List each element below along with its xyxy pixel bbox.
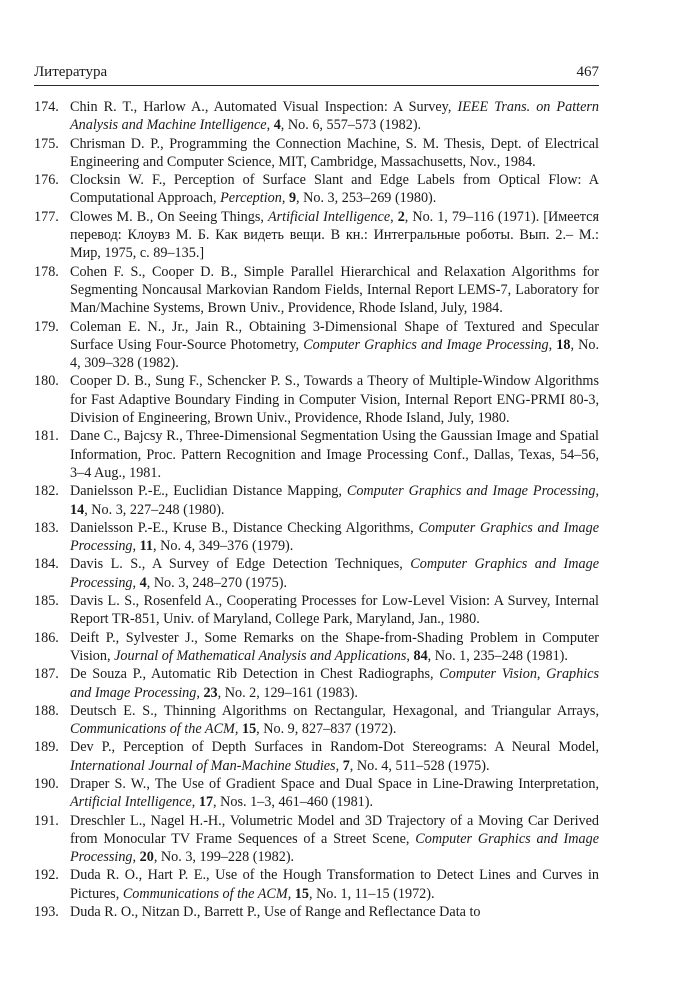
- reference-number: 177.: [34, 208, 59, 225]
- reference-number: 178.: [34, 263, 59, 280]
- reference-text: , No. 3, 227–248 (1980).: [84, 501, 225, 518]
- reference-text: , No. 9, 827–837 (1972).: [256, 721, 397, 738]
- reference-text: Coleman E. N., Jr., Jain R., Obtaining 3-Dimensional Shape of Textured and Specular Surface Using Four-Source Photometry,: [70, 318, 599, 353]
- reference-volume: 4: [273, 117, 281, 134]
- reference-text: Danielsson P.-E., Euclidian Distance Mapping,: [70, 483, 347, 500]
- reference-number: 188.: [34, 702, 59, 719]
- reference-entry: [34, 171, 599, 208]
- reference-text: , No. 1, 11–15 (1972).: [308, 885, 435, 902]
- reference-entry: [34, 98, 599, 135]
- reference-volume: 17: [198, 794, 214, 811]
- reference-text: Duda R. O., Hart P. E., Use of the Hough Transformation to Detect Lines and Curves in Pictures,: [70, 867, 599, 902]
- reference-text: , No. 4, 309–328 (1982).: [70, 336, 600, 372]
- reference-text: ,: [132, 574, 140, 591]
- reference-text: , Nos. 1–3, 461–460 (1981).: [213, 794, 374, 811]
- reference-source-title: International Journal of Man-Machine Studies: [70, 757, 336, 774]
- reference-text: ,: [191, 794, 199, 811]
- reference-number: 183.: [34, 519, 59, 536]
- reference-text: ,: [406, 647, 414, 664]
- reference-source-title: Computer Graphics and Image Processing: [303, 336, 549, 353]
- running-head: [34, 62, 599, 84]
- reference-entry: [34, 427, 599, 482]
- reference-entry: [34, 775, 599, 812]
- reference-number: 189.: [34, 739, 59, 756]
- reference-volume: 7: [342, 757, 350, 774]
- reference-entry: [34, 263, 599, 318]
- reference-text: , No. 6, 557–573 (1982).: [280, 117, 422, 134]
- reference-number: 187.: [34, 666, 59, 683]
- reference-text: Cooper D. B., Sung F., Schencker P. S., Towards a Theory of Multiple-Window Algorithms for Fast Adaptive Boundary Finding in Computer Vision, Internal Report ENG-PRMI 80-3, Division of Engineering, Brown Univ., Providence, Rhode Island, July, 1980.: [70, 373, 599, 427]
- reference-text: ,: [132, 538, 140, 555]
- reference-text: Draper S. W., The Use of Gradient Space and Dual Space in Line-Drawing Interpretation,: [70, 775, 599, 792]
- reference-volume: 20: [139, 849, 154, 866]
- reference-number: 175.: [34, 135, 59, 152]
- reference-number: 193.: [34, 904, 59, 921]
- reference-entry: [34, 592, 599, 629]
- reference-text: Davis L. S., A Survey of Edge Detection Techniques,: [70, 556, 411, 573]
- reference-source-title: Computer Graphics and Image Processing: [70, 519, 599, 555]
- page-number: 467: [576, 64, 599, 80]
- reference-text: ,: [595, 483, 599, 500]
- reference-number: 180.: [34, 373, 59, 390]
- reference-source-title: IEEE Trans. on Pattern Analysis and Machine Intelligence: [70, 99, 599, 134]
- reference-text: , No. 1, 79–116 (1971). [Имеется перевод: Клоувз М. Б. Как видеть вещи. В кн.: Интегральные роботы. Вып. 2.– М.: Мир, 1975, с. 89–135.]: [70, 208, 599, 262]
- reference-volume: 2: [397, 208, 405, 225]
- reference-text: Davis L. S., Rosenfeld A., Cooperating Processes for Low-Level Vision: A Survey, Internal Report TR-851, Univ. of Maryland, College Park, Maryland, Jan., 1980.: [70, 593, 599, 628]
- reference-source-title: Communications of the ACM: [70, 721, 235, 738]
- reference-text: Chin R. T., Harlow A., Automated Visual Inspection: A Survey,: [70, 99, 458, 115]
- reference-entry: [34, 812, 599, 867]
- reference-number: 190.: [34, 775, 59, 792]
- reference-text: , No. 2, 129–161 (1983).: [217, 684, 358, 701]
- reference-source-title: Artificial Intelligence: [70, 794, 192, 811]
- reference-text: , No. 1, 235–248 (1981).: [427, 647, 568, 664]
- reference-list: [34, 98, 599, 921]
- reference-text: , No. 3, 248–270 (1975).: [146, 574, 288, 591]
- reference-number: 184.: [34, 556, 59, 573]
- reference-volume: 11: [139, 538, 154, 555]
- reference-text: Dev P., Perception of Depth Surfaces in Random-Dot Stereograms: A Neural Model,: [70, 739, 599, 756]
- reference-text: ,: [234, 721, 242, 738]
- reference-text: Chrisman D. P., Programming the Connection Machine, S. M. Thesis, Dept. of Electrical Engineering and Computer Science, MIT, Cambridge, Massachusetts, Nov., 1984.: [70, 135, 599, 170]
- reference-entry: [34, 629, 599, 666]
- reference-text: Clowes M. B., On Seeing Things,: [70, 208, 268, 225]
- reference-source-title: Computer Graphics and Image Processing: [70, 830, 600, 866]
- reference-text: , No. 4, 511–528 (1975).: [349, 757, 490, 774]
- reference-source-title: Computer Graphics and Image Processing: [70, 556, 600, 591]
- reference-source-title: Journal of Mathematical Analysis and Applications: [114, 647, 407, 664]
- reference-entry: [34, 482, 599, 519]
- header-rule: [34, 85, 599, 86]
- reference-text: ,: [287, 885, 295, 902]
- reference-entry: [34, 903, 599, 921]
- reference-source-title: Perception: [220, 190, 282, 207]
- reference-text: ,: [335, 757, 343, 774]
- reference-volume: 23: [203, 684, 218, 701]
- reference-text: ,: [548, 336, 557, 353]
- reference-source-title: Computer Graphics and Image Processing: [346, 483, 596, 500]
- reference-text: ,: [266, 117, 274, 134]
- reference-volume: 14: [70, 501, 85, 518]
- reference-number: 179.: [34, 318, 59, 335]
- reference-number: 185.: [34, 593, 59, 610]
- reference-text: Deift P., Sylvester J., Some Remarks on the Shape-from-Shading Problem in Computer Vision,: [70, 629, 599, 664]
- reference-volume: 18: [556, 336, 571, 353]
- reference-text: ,: [132, 849, 140, 866]
- reference-entry: [34, 208, 599, 263]
- reference-entry: [34, 738, 599, 775]
- reference-entry: [34, 318, 599, 373]
- reference-number: 182.: [34, 483, 59, 500]
- reference-entry: [34, 702, 599, 739]
- reference-entry: [34, 135, 599, 172]
- reference-entry: [34, 372, 599, 427]
- reference-text: Dane C., Bajcsy R., Three-Dimensional Segmentation Using the Gaussian Image and Spatial Information, Proc. Pattern Recognition and Image Processing Conf., Dallas, Texas, 54–56, 3–4 Aug., 1981.: [70, 428, 599, 481]
- reference-text: ,: [196, 684, 204, 701]
- reference-number: 176.: [34, 172, 59, 189]
- reference-text: , No. 3, 199–228 (1982).: [153, 849, 295, 866]
- reference-text: Dreschler L., Nagel H.-H., Volumetric Model and 3D Trajectory of a Moving Car Derived from Monocular TV Frame Sequences of a Street Scene,: [70, 812, 599, 847]
- reference-text: ,: [390, 208, 398, 225]
- reference-number: 191.: [34, 812, 59, 829]
- reference-number: 174.: [34, 99, 59, 115]
- reference-volume: 15: [294, 885, 309, 902]
- reference-entry: [34, 519, 599, 556]
- reference-entry: [34, 866, 599, 903]
- reference-source-title: Artificial Intelligence: [267, 208, 391, 225]
- reference-volume: 9: [288, 190, 297, 207]
- reference-text: De Souza P., Automatic Rib Detection in Chest Radiographs,: [70, 666, 440, 683]
- reference-volume: 4: [139, 574, 147, 591]
- reference-source-title: Communications of the ACM: [122, 885, 288, 902]
- reference-text: , No. 3, 253–269 (1980).: [296, 190, 437, 207]
- reference-volume: 15: [241, 721, 257, 738]
- reference-text: Danielsson P.-E., Kruse B., Distance Checking Algorithms,: [70, 519, 419, 536]
- reference-text: Cohen F. S., Cooper D. B., Simple Parallel Hierarchical and Relaxation Algorithms for Segmenting Noncausal Markovian Random Fields, Internal Report LEMS-7, Laboratory for Man/Machine Systems, Brown Univ., Providence, Rhode Island, July, 1984.: [70, 263, 599, 317]
- reference-entry: [34, 665, 599, 702]
- reference-entry: [34, 555, 599, 592]
- reference-number: 181.: [34, 428, 59, 445]
- reference-volume: 84: [413, 647, 428, 664]
- reference-number: 186.: [34, 629, 59, 646]
- reference-text: ,: [281, 190, 289, 207]
- chapter-title: Литература: [34, 64, 108, 80]
- reference-text: Duda R. O., Nitzan D., Barrett P., Use of Range and Reflectance Data to: [70, 904, 481, 921]
- reference-source-title: Computer Vision, Graphics and Image Processing: [70, 666, 599, 701]
- reference-text: Clocksin W. F., Perception of Surface Slant and Edge Labels from Optical Flow: A Computational Approach,: [70, 172, 599, 207]
- reference-text: , No. 4, 349–376 (1979).: [153, 538, 294, 555]
- reference-number: 192.: [34, 867, 59, 884]
- reference-text: Deutsch E. S., Thinning Algorithms on Rectangular, Hexagonal, and Triangular Arrays,: [70, 702, 599, 719]
